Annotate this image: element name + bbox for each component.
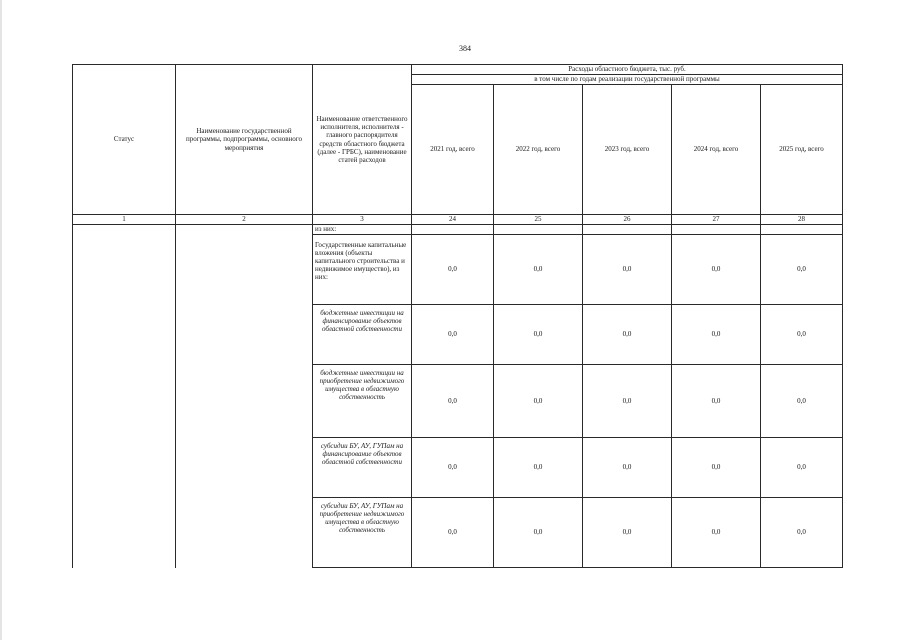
value-cell: 0,0	[583, 365, 672, 438]
empty-cell	[583, 225, 672, 235]
header-year-2025: 2025 год, всего	[761, 85, 843, 215]
value-cell: 0,0	[761, 498, 843, 568]
column-number: 24	[412, 215, 494, 225]
header-year-2021: 2021 год, всего	[412, 85, 494, 215]
header-year-2023: 2023 год, всего	[583, 85, 672, 215]
row-label: субсидии БУ, АУ, ГУПам на приобретение недвижимого имущества в областную собственность	[313, 498, 412, 568]
value-cell: 0,0	[583, 305, 672, 365]
header-years-subgroup: в том числе по годам реализации государственной программы	[412, 75, 843, 85]
column-number-row	[73, 215, 843, 225]
row-label: субсидии БУ, АУ, ГУПам на финансирование объектов областной собственности	[313, 438, 412, 498]
value-cell: 0,0	[672, 498, 761, 568]
header-program-name: Наименование государственной программы, подпрограммы, основного мероприятия	[176, 65, 313, 215]
value-cell: 0,0	[672, 365, 761, 438]
header-expenses-group: Расходы областного бюджета, тыс. руб.	[412, 65, 843, 75]
value-cell: 0,0	[761, 235, 843, 305]
value-cell: 0,0	[412, 438, 494, 498]
header-status: Статус	[73, 65, 176, 215]
value-cell: 0,0	[583, 498, 672, 568]
value-cell: 0,0	[494, 438, 583, 498]
value-cell: 0,0	[412, 305, 494, 365]
column-number: 3	[313, 215, 412, 225]
empty-cell	[761, 225, 843, 235]
value-cell: 0,0	[761, 365, 843, 438]
value-cell: 0,0	[412, 365, 494, 438]
value-cell: 0,0	[494, 498, 583, 568]
value-cell: 0,0	[583, 235, 672, 305]
column-number: 1	[73, 215, 176, 225]
value-cell: 0,0	[494, 305, 583, 365]
value-cell: 0,0	[412, 235, 494, 305]
value-cell: 0,0	[583, 438, 672, 498]
value-cell: 0,0	[672, 438, 761, 498]
empty-cell	[412, 225, 494, 235]
row-label: Государственные капитальные вложения (объекты капитального строительства и недвижимое имущество), из них:	[313, 235, 412, 305]
subheading-row	[73, 225, 843, 235]
scan-margin	[0, 0, 2, 640]
row-label: бюджетные инвестиции на приобретение недвижимого имущества в областную собственность	[313, 365, 412, 438]
empty-cell	[494, 225, 583, 235]
header-row-1	[73, 65, 843, 75]
status-cell	[73, 225, 176, 568]
value-cell: 0,0	[761, 438, 843, 498]
program-name-cell	[176, 225, 313, 568]
column-number: 25	[494, 215, 583, 225]
empty-cell	[672, 225, 761, 235]
header-executor: Наименование ответственного исполнителя, исполнителя - главного распорядителя средств областного бюджета (далее - ГРБС), наименование статей расходов	[313, 65, 412, 215]
column-number: 2	[176, 215, 313, 225]
column-number: 26	[583, 215, 672, 225]
value-cell: 0,0	[761, 305, 843, 365]
subheading-label: из них:	[313, 225, 412, 235]
column-number: 27	[672, 215, 761, 225]
page-number: 384	[459, 44, 471, 53]
value-cell: 0,0	[672, 235, 761, 305]
value-cell: 0,0	[494, 365, 583, 438]
value-cell: 0,0	[672, 305, 761, 365]
header-year-2024: 2024 год, всего	[672, 85, 761, 215]
budget-table	[72, 64, 843, 568]
column-number: 28	[761, 215, 843, 225]
value-cell: 0,0	[412, 498, 494, 568]
row-label: бюджетные инвестиции на финансирование объектов областной собственности	[313, 305, 412, 365]
value-cell: 0,0	[494, 235, 583, 305]
header-year-2022: 2022 год, всего	[494, 85, 583, 215]
